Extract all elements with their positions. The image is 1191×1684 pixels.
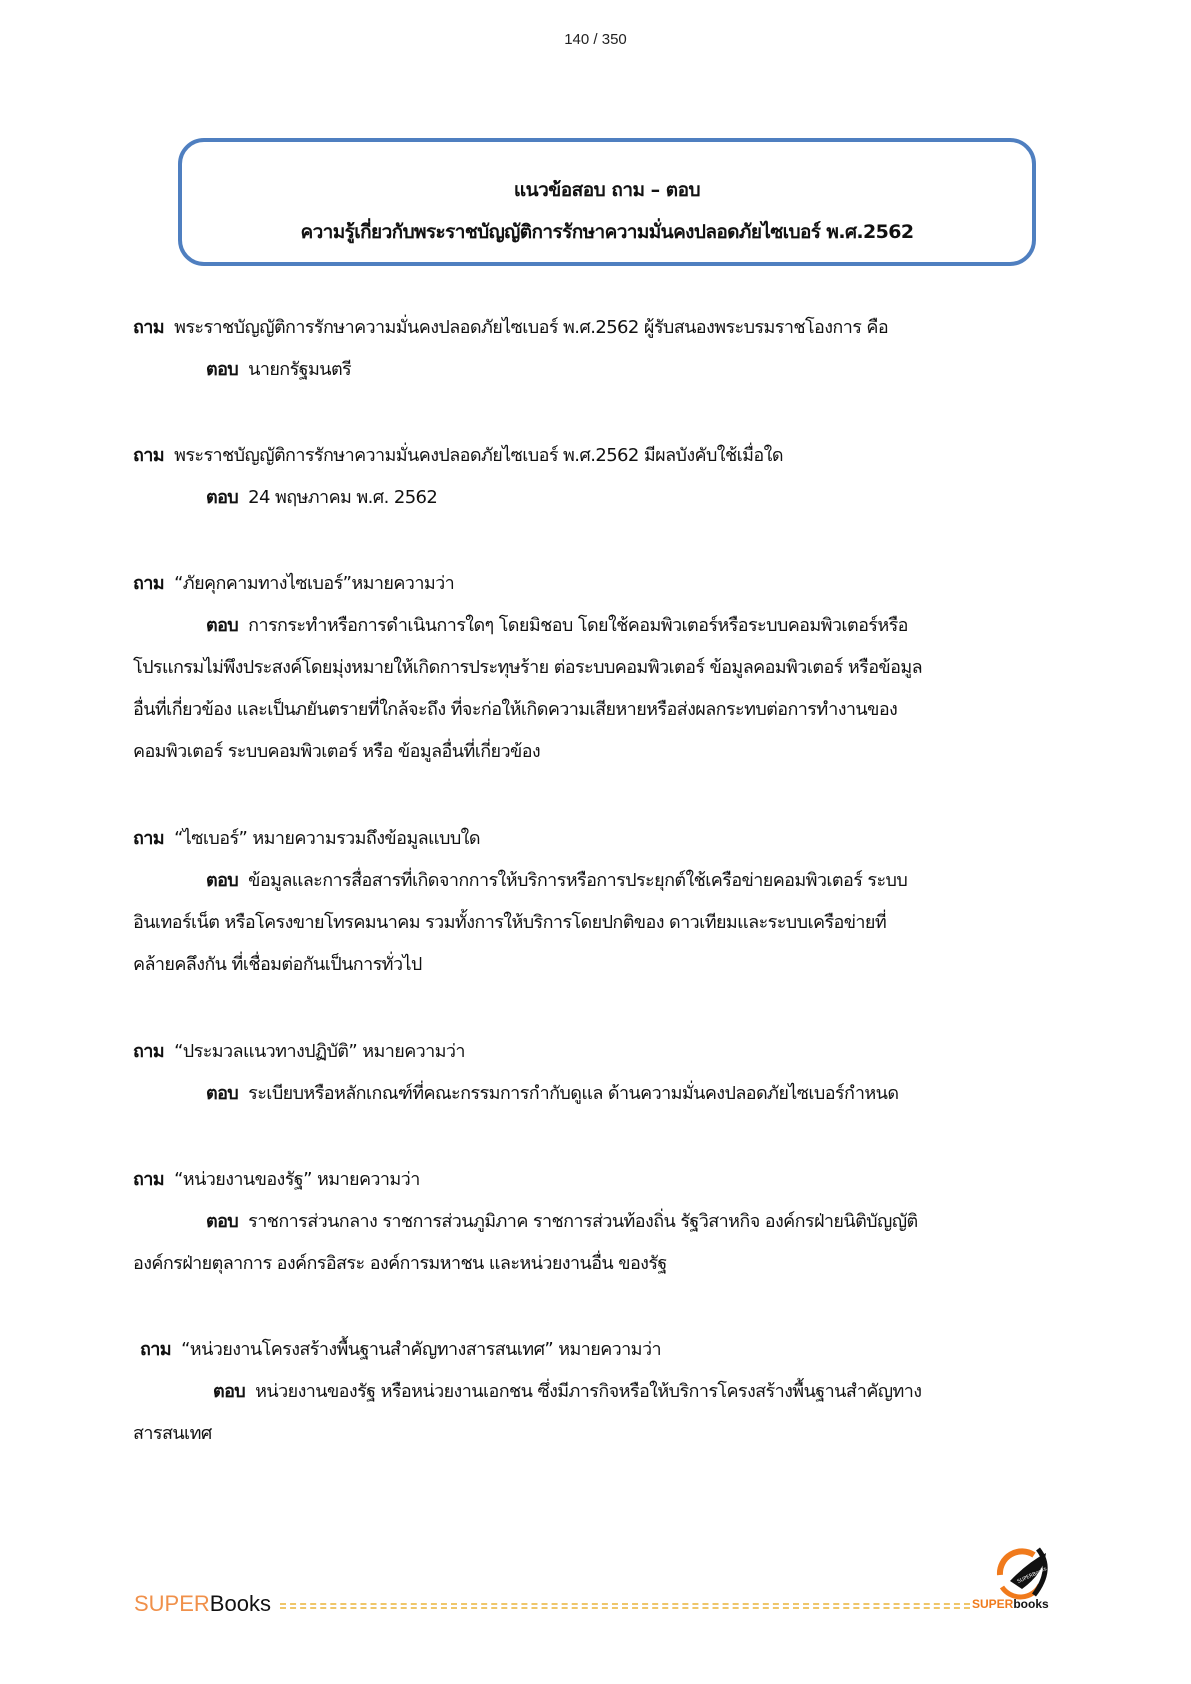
qa-item: [133, 1159, 1063, 1285]
footer-divider: [280, 1603, 970, 1609]
logo-books-text: books: [1013, 1597, 1049, 1611]
svg-text:SUPERBooks: SUPERBooks: [1016, 1566, 1048, 1585]
footer-brand: [134, 1591, 271, 1617]
brand-super-text: SUPER: [134, 1591, 210, 1616]
answer-line: [140, 1371, 1070, 1413]
question-text: พระราชบัญญัติการรักษาความมั่นคงปลอดภัยไซเบอร์ พ.ศ.2562 มีผลบังคับใช้เมื่อใด: [174, 445, 783, 466]
question-label: ถาม: [133, 445, 165, 466]
answer-continuation: สารสนเทศ: [133, 1423, 212, 1444]
answer-label: ตอบ: [213, 1381, 246, 1402]
question-text: “ประมวลแนวทางปฏิบัติ” หมายความว่า: [174, 1041, 465, 1062]
title-heading: แนวข้อสอบ ถาม – ตอบ: [513, 179, 701, 201]
logo-super-text: SUPER: [972, 1597, 1014, 1611]
answer-label: ตอบ: [206, 870, 239, 891]
qa-item: [133, 1031, 1063, 1115]
brand-books-text: Books: [209, 1591, 271, 1616]
question-text: “ภัยคุกคามทางไซเบอร์”หมายความว่า: [174, 573, 455, 594]
qa-item: [133, 307, 1063, 391]
logo-wordmark: [972, 1597, 1049, 1611]
answer-line: [133, 349, 1063, 391]
answer-label: ตอบ: [206, 1083, 239, 1104]
question-text: พระราชบัญญัติการรักษาความมั่นคงปลอดภัยไซเบอร์ พ.ศ.2562 ผู้รับสนองพระบรมราชโองการ คือ: [174, 317, 889, 338]
answer-text: หน่วยงานของรัฐ หรือหน่วยงานเอกชน ซึ่งมีภารกิจหรือให้บริการโครงสร้างพื้นฐานสำคัญทาง: [255, 1381, 922, 1402]
answer-line: [133, 860, 1063, 902]
question-label: ถาม: [133, 1041, 165, 1062]
answer-continuation: อื่นที่เกี่ยวข้อง และเป็นภยันตรายที่ใกล้จะถึง ที่จะก่อให้เกิดความเสียหายหรือส่งผลกระทบต่อการทำงานของ: [133, 699, 898, 720]
qa-item: [133, 563, 1063, 773]
question-label: ถาม: [133, 573, 165, 594]
question-line: [133, 818, 1063, 860]
answer-text: 24 พฤษภาคม พ.ศ. 2562: [248, 487, 438, 508]
answer-text: ราชการส่วนกลาง ราชการส่วนภูมิภาค ราชการส่วนท้องถิ่น รัฐวิสาหกิจ องค์กรฝ่ายนิติบัญญัติ: [248, 1211, 918, 1232]
question-text: “ไซเบอร์” หมายความรวมถึงข้อมูลแบบใด: [174, 828, 480, 849]
answer-line: [133, 477, 1063, 519]
answer-line: [133, 605, 1063, 647]
answer-text: ข้อมูลและการสื่อสารที่เกิดจากการให้บริการหรือการประยุกต์ใช้เครือข่ายคอมพิวเตอร์ ระบบ: [248, 870, 908, 891]
question-text: “หน่วยงานของรัฐ” หมายความว่า: [174, 1169, 420, 1190]
answer-text: การกระทำหรือการดำเนินการใดๆ โดยมิชอบ โดยใช้คอมพิวเตอร์หรือระบบคอมพิวเตอร์หรือ: [248, 615, 908, 636]
answer-text: นายกรัฐมนตรี: [248, 359, 352, 380]
answer-continuation: คล้ายคลึงกัน ที่เชื่อมต่อกันเป็นการทั่วไป: [133, 954, 422, 975]
question-line: [133, 1031, 1063, 1073]
question-line: [133, 563, 1063, 605]
answer-text: ระเบียบหรือหลักเกณฑ์ที่คณะกรรมการกำกับดูแล ด้านความมั่นคงปลอดภัยไซเบอร์กำหนด: [248, 1083, 899, 1104]
page-indicator: 140 / 350: [564, 31, 627, 48]
answer-line: [133, 1201, 1063, 1243]
answer-continuation: คอมพิวเตอร์ ระบบคอมพิวเตอร์ หรือ ข้อมูลอื่นที่เกี่ยวข้อง: [133, 741, 541, 762]
title-subheading: ความรู้เกี่ยวกับพระราชบัญญัติการรักษาความมั่นคงปลอดภัยไซเบอร์ พ.ศ.2562: [300, 221, 914, 243]
question-label: ถาม: [133, 828, 165, 849]
question-label: ถาม: [133, 1169, 165, 1190]
question-label: ถาม: [133, 317, 165, 338]
question-line: [140, 1329, 1070, 1371]
title-box: [178, 138, 1036, 266]
answer-label: ตอบ: [206, 615, 239, 636]
answer-label: ตอบ: [206, 487, 239, 508]
question-line: [133, 1159, 1063, 1201]
answer-continuation: โปรแกรมไม่พึงประสงค์โดยมุ่งหมายให้เกิดการประทุษร้าย ต่อระบบคอมพิวเตอร์ ข้อมูลคอมพิวเตอร์ หรือข้อมูล: [133, 657, 923, 678]
question-label: ถาม: [140, 1339, 172, 1360]
question-line: [133, 307, 1063, 349]
qa-item: [133, 818, 1063, 986]
answer-label: ตอบ: [206, 359, 239, 380]
qa-item: [133, 435, 1063, 519]
answer-line: [133, 1073, 1063, 1115]
answer-label: ตอบ: [206, 1211, 239, 1232]
question-line: [133, 435, 1063, 477]
qa-item: [133, 1329, 1070, 1455]
answer-continuation: องค์กรฝ่ายตุลาการ องค์กรอิสระ องค์การมหาชน และหน่วยงานอื่น ของรัฐ: [133, 1253, 667, 1274]
answer-continuation: อินเทอร์เน็ต หรือโครงขายโทรคมนาคม รวมทั้งการให้บริการโดยปกติของ ดาวเทียมและระบบเครือข่ายที่: [133, 912, 887, 933]
question-text: “หน่วยงานโครงสร้างพื้นฐานสำคัญทางสารสนเทศ” หมายความว่า: [181, 1339, 661, 1360]
